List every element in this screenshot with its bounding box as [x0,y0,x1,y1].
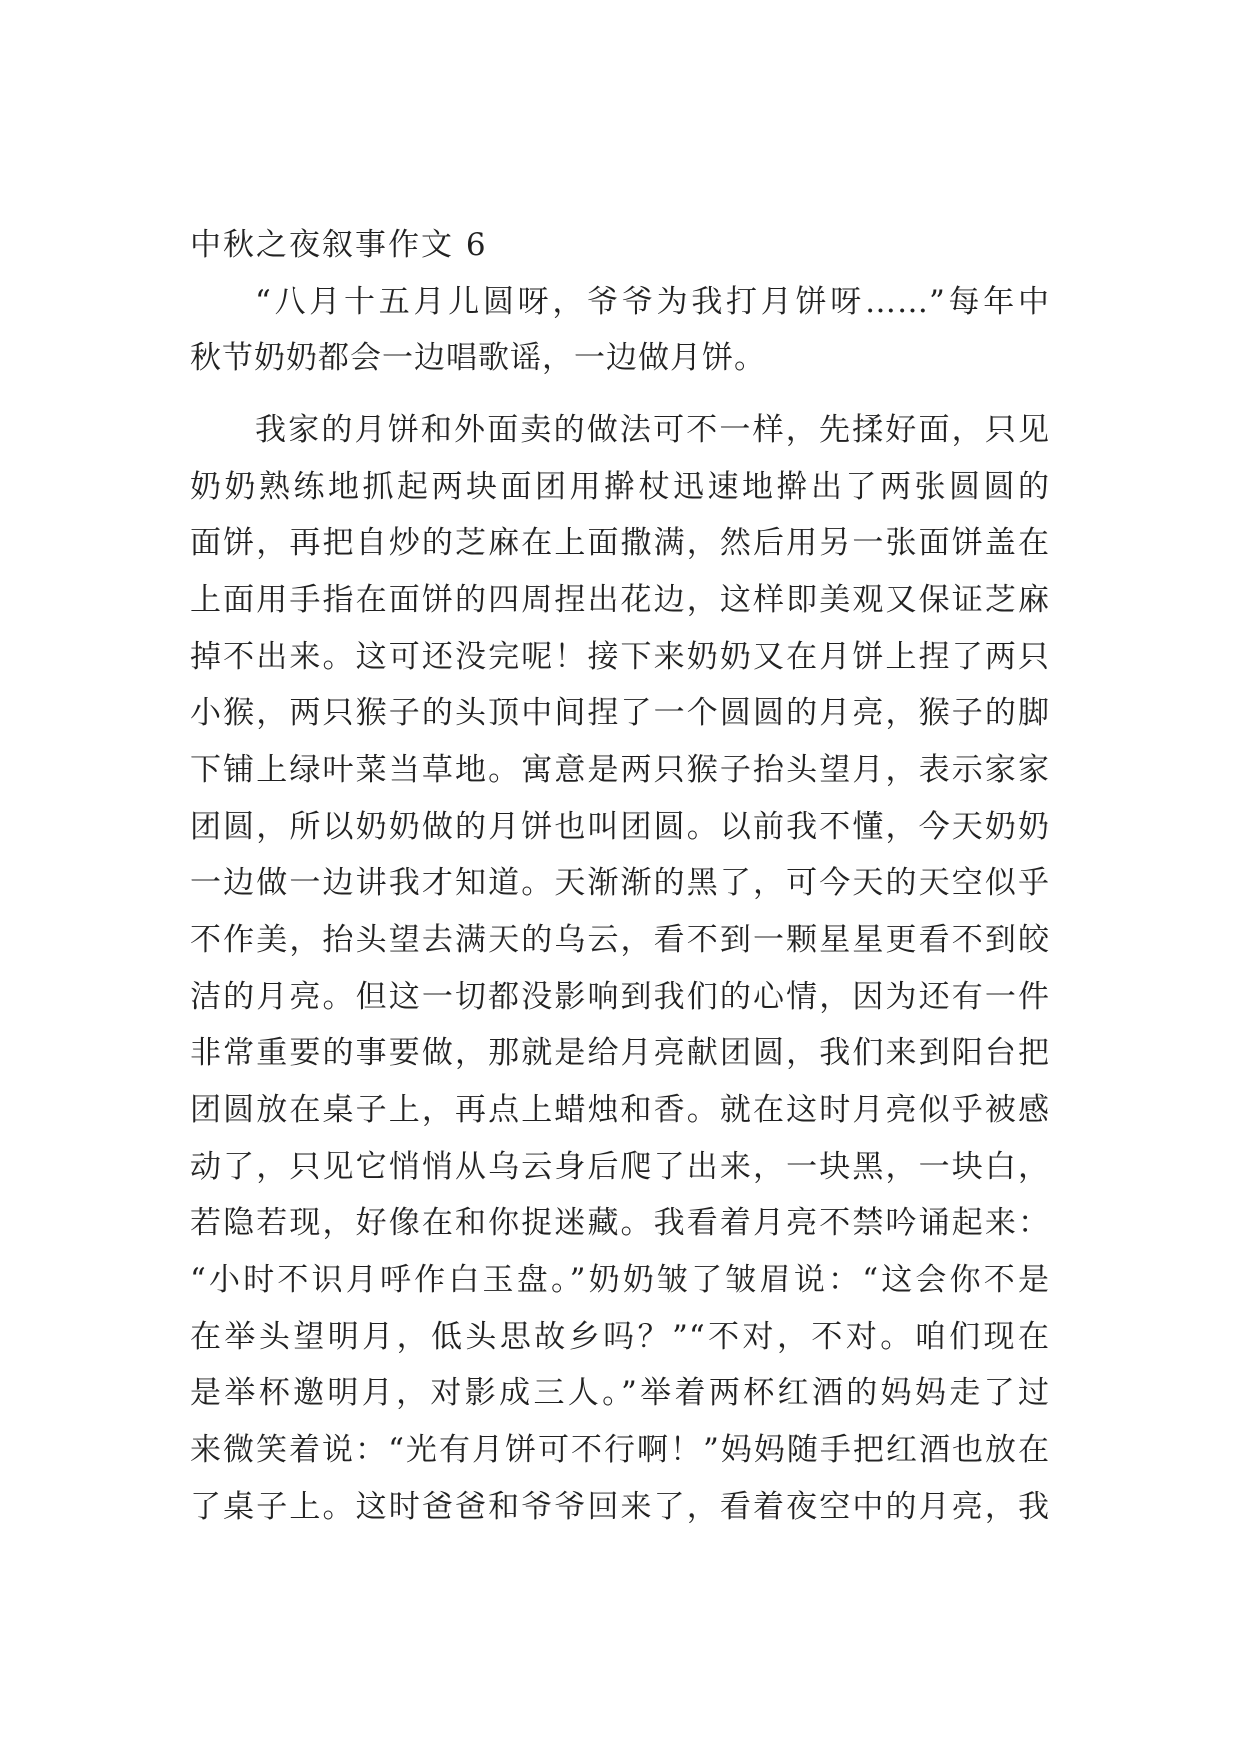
text-line: 团圆放在桌子上，再点上蜡烛和香。就在这时月亮似乎被感 [190,1092,1050,1128]
text-line: 了桌子上。这时爸爸和爷爷回来了，看着夜空中的月亮，我 [190,1489,1050,1525]
text-line: 小猴，两只猴子的头顶中间捏了一个圆圆的月亮，猴子的脚 [190,695,1050,731]
text-line: “小时不识月呼作白玉盘。”奶奶皱了皱眉说：“这会你不是 [190,1262,1050,1298]
text-line: 是举杯邀明月，对影成三人。”举着两杯红酒的妈妈走了过 [190,1375,1050,1411]
text-line: 上面用手指在面饼的四周捏出花边，这样即美观又保证芝麻 [190,582,1050,618]
text-line: 动了，只见它悄悄从乌云身后爬了出来，一块黑，一块白， [190,1149,1050,1185]
text-line: 下铺上绿叶菜当草地。寓意是两只猴子抬头望月，表示家家 [190,752,1050,788]
text-line: 一边做一边讲我才知道。天渐渐的黑了，可今天的天空似乎 [190,865,1050,901]
text-line: 非常重要的事要做，那就是给月亮献团圆，我们来到阳台把 [190,1035,1050,1071]
text-line: 秋节奶奶都会一边唱歌谣，一边做月饼。 [190,340,766,376]
text-line: “八月十五月儿圆呀，爷爷为我打月饼呀……”每年中 [255,284,1050,320]
text-line: 不作美，抬头望去满天的乌云，看不到一颗星星更看不到皎 [190,922,1050,958]
text-line: 洁的月亮。但这一切都没影响到我们的心情，因为还有一件 [190,979,1050,1015]
text-line: 我家的月饼和外面卖的做法可不一样，先揉好面，只见 [255,412,1050,448]
text-line: 来微笑着说：“光有月饼可不行啊！”妈妈随手把红酒也放在 [190,1432,1050,1468]
document-title: 中秋之夜叙事作文 6 [190,227,488,263]
text-line: 若隐若现，好像在和你捉迷藏。我看着月亮不禁吟诵起来： [190,1205,1050,1241]
text-line: 在举头望明月，低头思故乡吗？”“不对，不对。咱们现在 [190,1319,1050,1355]
text-line: 奶奶熟练地抓起两块面团用擀杖迅速地擀出了两张圆圆的 [190,469,1050,505]
text-line: 面饼，再把自炒的芝麻在上面撒满，然后用另一张面饼盖在 [190,525,1050,561]
text-line: 掉不出来。这可还没完呢！接下来奶奶又在月饼上捏了两只 [190,639,1050,675]
text-line: 团圆，所以奶奶做的月饼也叫团圆。以前我不懂，今天奶奶 [190,809,1050,845]
